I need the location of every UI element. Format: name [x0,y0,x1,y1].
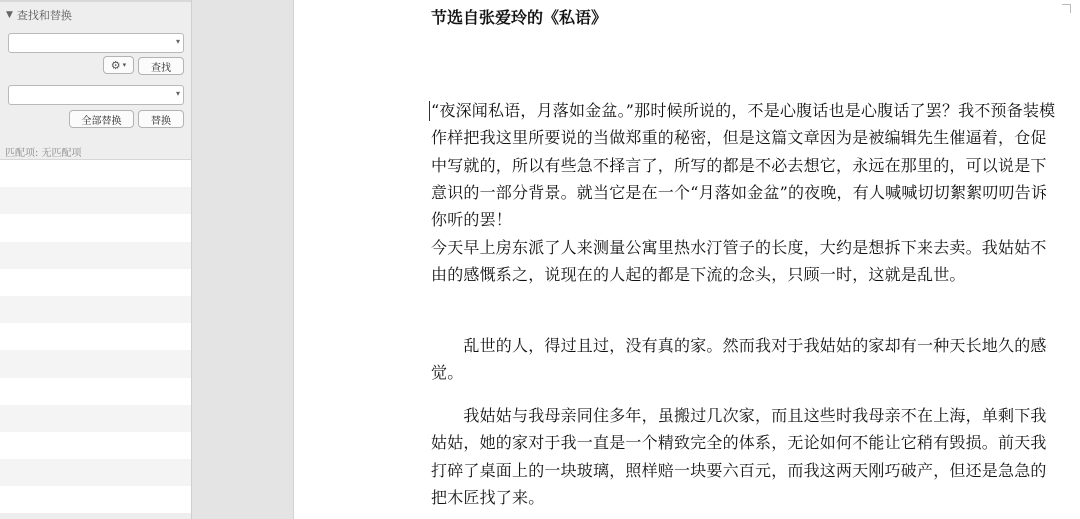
paragraph-4[interactable] [431,402,1061,511]
list-item[interactable] [0,459,191,486]
replace-button[interactable]: 替换 [138,110,184,128]
replace-all-button[interactable]: 全部替换 [69,110,134,128]
find-input[interactable] [13,36,167,52]
find-button[interactable]: 查找 [138,57,184,75]
replace-combo[interactable] [8,85,184,105]
list-item[interactable] [0,378,191,405]
paragraph-text[interactable]: 今天早上房东派了人来测量公寓里热水汀管子的长度，大约是想拆下来去卖。我姑姑不由的感慨系之，说现在的人起的都是下流的念头，只顾一时，这就是乱世。 [431,238,1047,285]
chevron-down-icon: ▾ [122,61,127,69]
list-item[interactable] [0,296,191,323]
paragraph-text[interactable]: “夜深闻私语，月落如金盆。”那时候所说的，不是心腹话也是心腹话了罢？我不预备装模作样把我这里所要说的当做郑重的秘密，但是这篇文章因为是被编辑先生催逼着，仓促中写就的，所以有些急不择言了，所写的都是不必去想它，永远在那里的，可以说是下意识的一部分背景。就当它是在一个“月落如金盆”的夜晚，有人喊喊切切絮絮叨叨告诉你听的罢！ [431,101,1056,230]
replace-input[interactable] [13,88,167,104]
text-cursor [429,101,430,121]
disclosure-triangle-icon[interactable]: ▼ [6,10,13,20]
list-item[interactable] [0,405,191,432]
match-status: 匹配项: 无匹配项 [5,148,82,159]
paragraph-text[interactable]: 我姑姑与我母亲同住多年，虽搬过几次家，而且这些时我母亲不在上海，单剩下我姑姑，她的家对于我一直是一个精致完全的体系，无论如何不能让它稍有毁损。前天我打碎了桌面上的一块玻璃，照样赔一块要六百元，而我这两天刚巧破产，但还是急急的把木匠找了来。 [431,406,1047,507]
document-gutter [192,0,294,519]
paragraph-text[interactable]: 乱世的人，得过且过，没有真的家。然而我对于我姑姑的家却有一种天长地久的感觉。 [431,336,1047,383]
find-replace-sidebar [0,0,192,519]
paragraph-3[interactable] [431,332,1061,387]
find-replace-header[interactable] [6,7,72,23]
list-item[interactable] [0,187,191,214]
list-item[interactable] [0,432,191,459]
document-title[interactable]: 节选自张爱玲的《私语》 [431,8,608,27]
gear-icon: ⚙ [110,58,121,72]
list-item[interactable] [0,486,191,513]
results-list[interactable] [0,160,191,513]
dropdown-arrow-icon[interactable]: ▾ [175,37,180,46]
paragraph-2[interactable] [431,234,1061,289]
paragraph-1[interactable] [431,97,1061,233]
list-item[interactable] [0,269,191,296]
page-corner-mark [1062,4,1071,13]
sidebar-top-border [0,0,192,2]
list-item[interactable] [0,160,191,187]
dropdown-arrow-icon[interactable]: ▾ [175,89,180,98]
list-item[interactable] [0,214,191,241]
find-combo[interactable] [8,33,184,53]
list-item[interactable] [0,323,191,350]
find-options-button[interactable] [103,56,134,74]
list-item[interactable] [0,350,191,377]
list-item[interactable] [0,242,191,269]
find-replace-title: 查找和替换 [16,9,72,22]
